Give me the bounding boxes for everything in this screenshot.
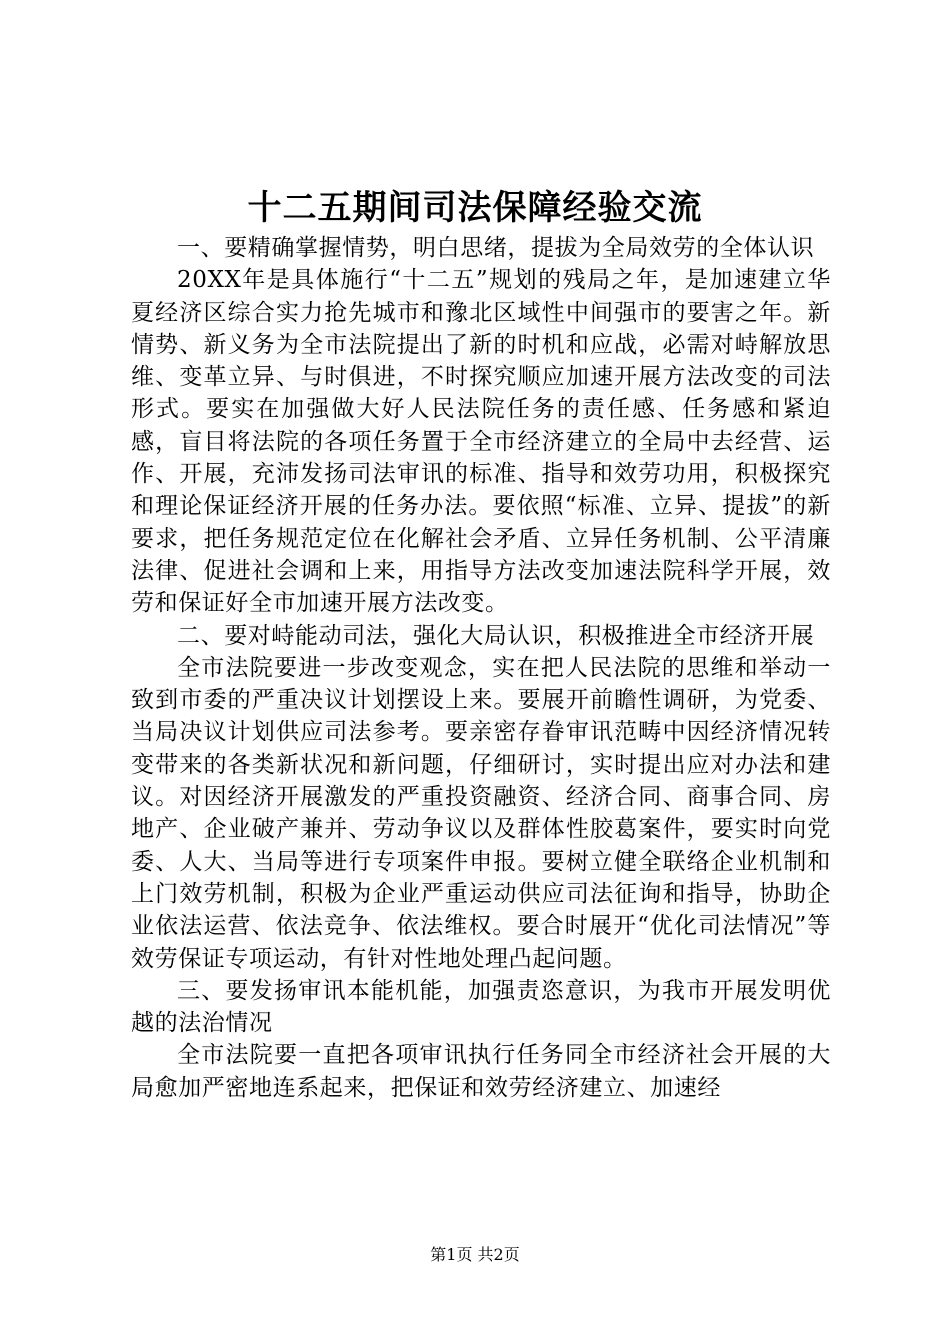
section-heading-3: 三、要发扬审讯本能机能，加强责恣意识，为我市开展发明优越的法治情况 xyxy=(131,977,831,1037)
document-title: 十二五期间司法保障经验交流 xyxy=(247,188,703,228)
body-paragraph-2: 全市法院要进一步改变观念，实在把人民法院的思维和举动一致到市委的严重决议计划摆设上来。要展开前瞻性调研，为党委、当局决议计划供应司法参考。要亲密存眷审讯范畴中因经济情况转变带来的各类新状况和新问题，仔细研讨，实时提出应对办法和建议。对因经济开展激发的严重投资融资、经济合同、商事合同、房地产、企业破产兼并、劳动争议以及群体性胶葛案件，要实时向党委、人大、当局等进行专项案件申报。要树立健全联络企业机制和上门效劳机制，积极为企业严重运动供应司法征询和指导，协助企业依法运营、依法竞争、依法维权。要合时展开“优化司法情况”等效劳保证专项运动，有针对性地处理凸起问题。 xyxy=(131,654,831,972)
document-body xyxy=(131,232,831,1104)
body-paragraph-1: 20XX年是具体施行“十二五”规划的残局之年，是加速建立华夏经济区综合实力抢先城市和豫北区域性中间强市的要害之年。新情势、新义务为全市法院提出了新的时机和应战，必需对峙解放思维、变革立异、与时俱进，不时探究顺应加速开展方法改变的司法形式。要实在加强做大好人民法院任务的责任感、任务感和紧迫感，盲目将法院的各项任务置于全市经济建立的全局中去经营、运作、开展，充沛发扬司法审讯的标准、指导和效劳功用，积极探究和理论保证经济开展的任务办法。要依照“标准、立异、提拔”的新要求，把任务规范定位在化解社会矛盾、立异任务机制、公平清廉法律、促进社会调和上来，用指导方法改变加速法院科学开展，效劳和保证好全市加速开展方法改变。 xyxy=(131,267,831,617)
page-number-footer: 第1页 共2页 xyxy=(430,1245,520,1264)
body-paragraph-3: 全市法院要一直把各项审讯执行任务同全市经济社会开展的大局愈加严密地连系起来，把保证和效劳经济建立、加速经 xyxy=(131,1042,831,1101)
section-heading-1: 一、要精确掌握情势，明白思绪，提拔为全局效劳的全体认识 xyxy=(177,235,815,261)
section-heading-2: 二、要对峙能动司法，强化大局认识，积极推进全市经济开展 xyxy=(177,622,815,649)
